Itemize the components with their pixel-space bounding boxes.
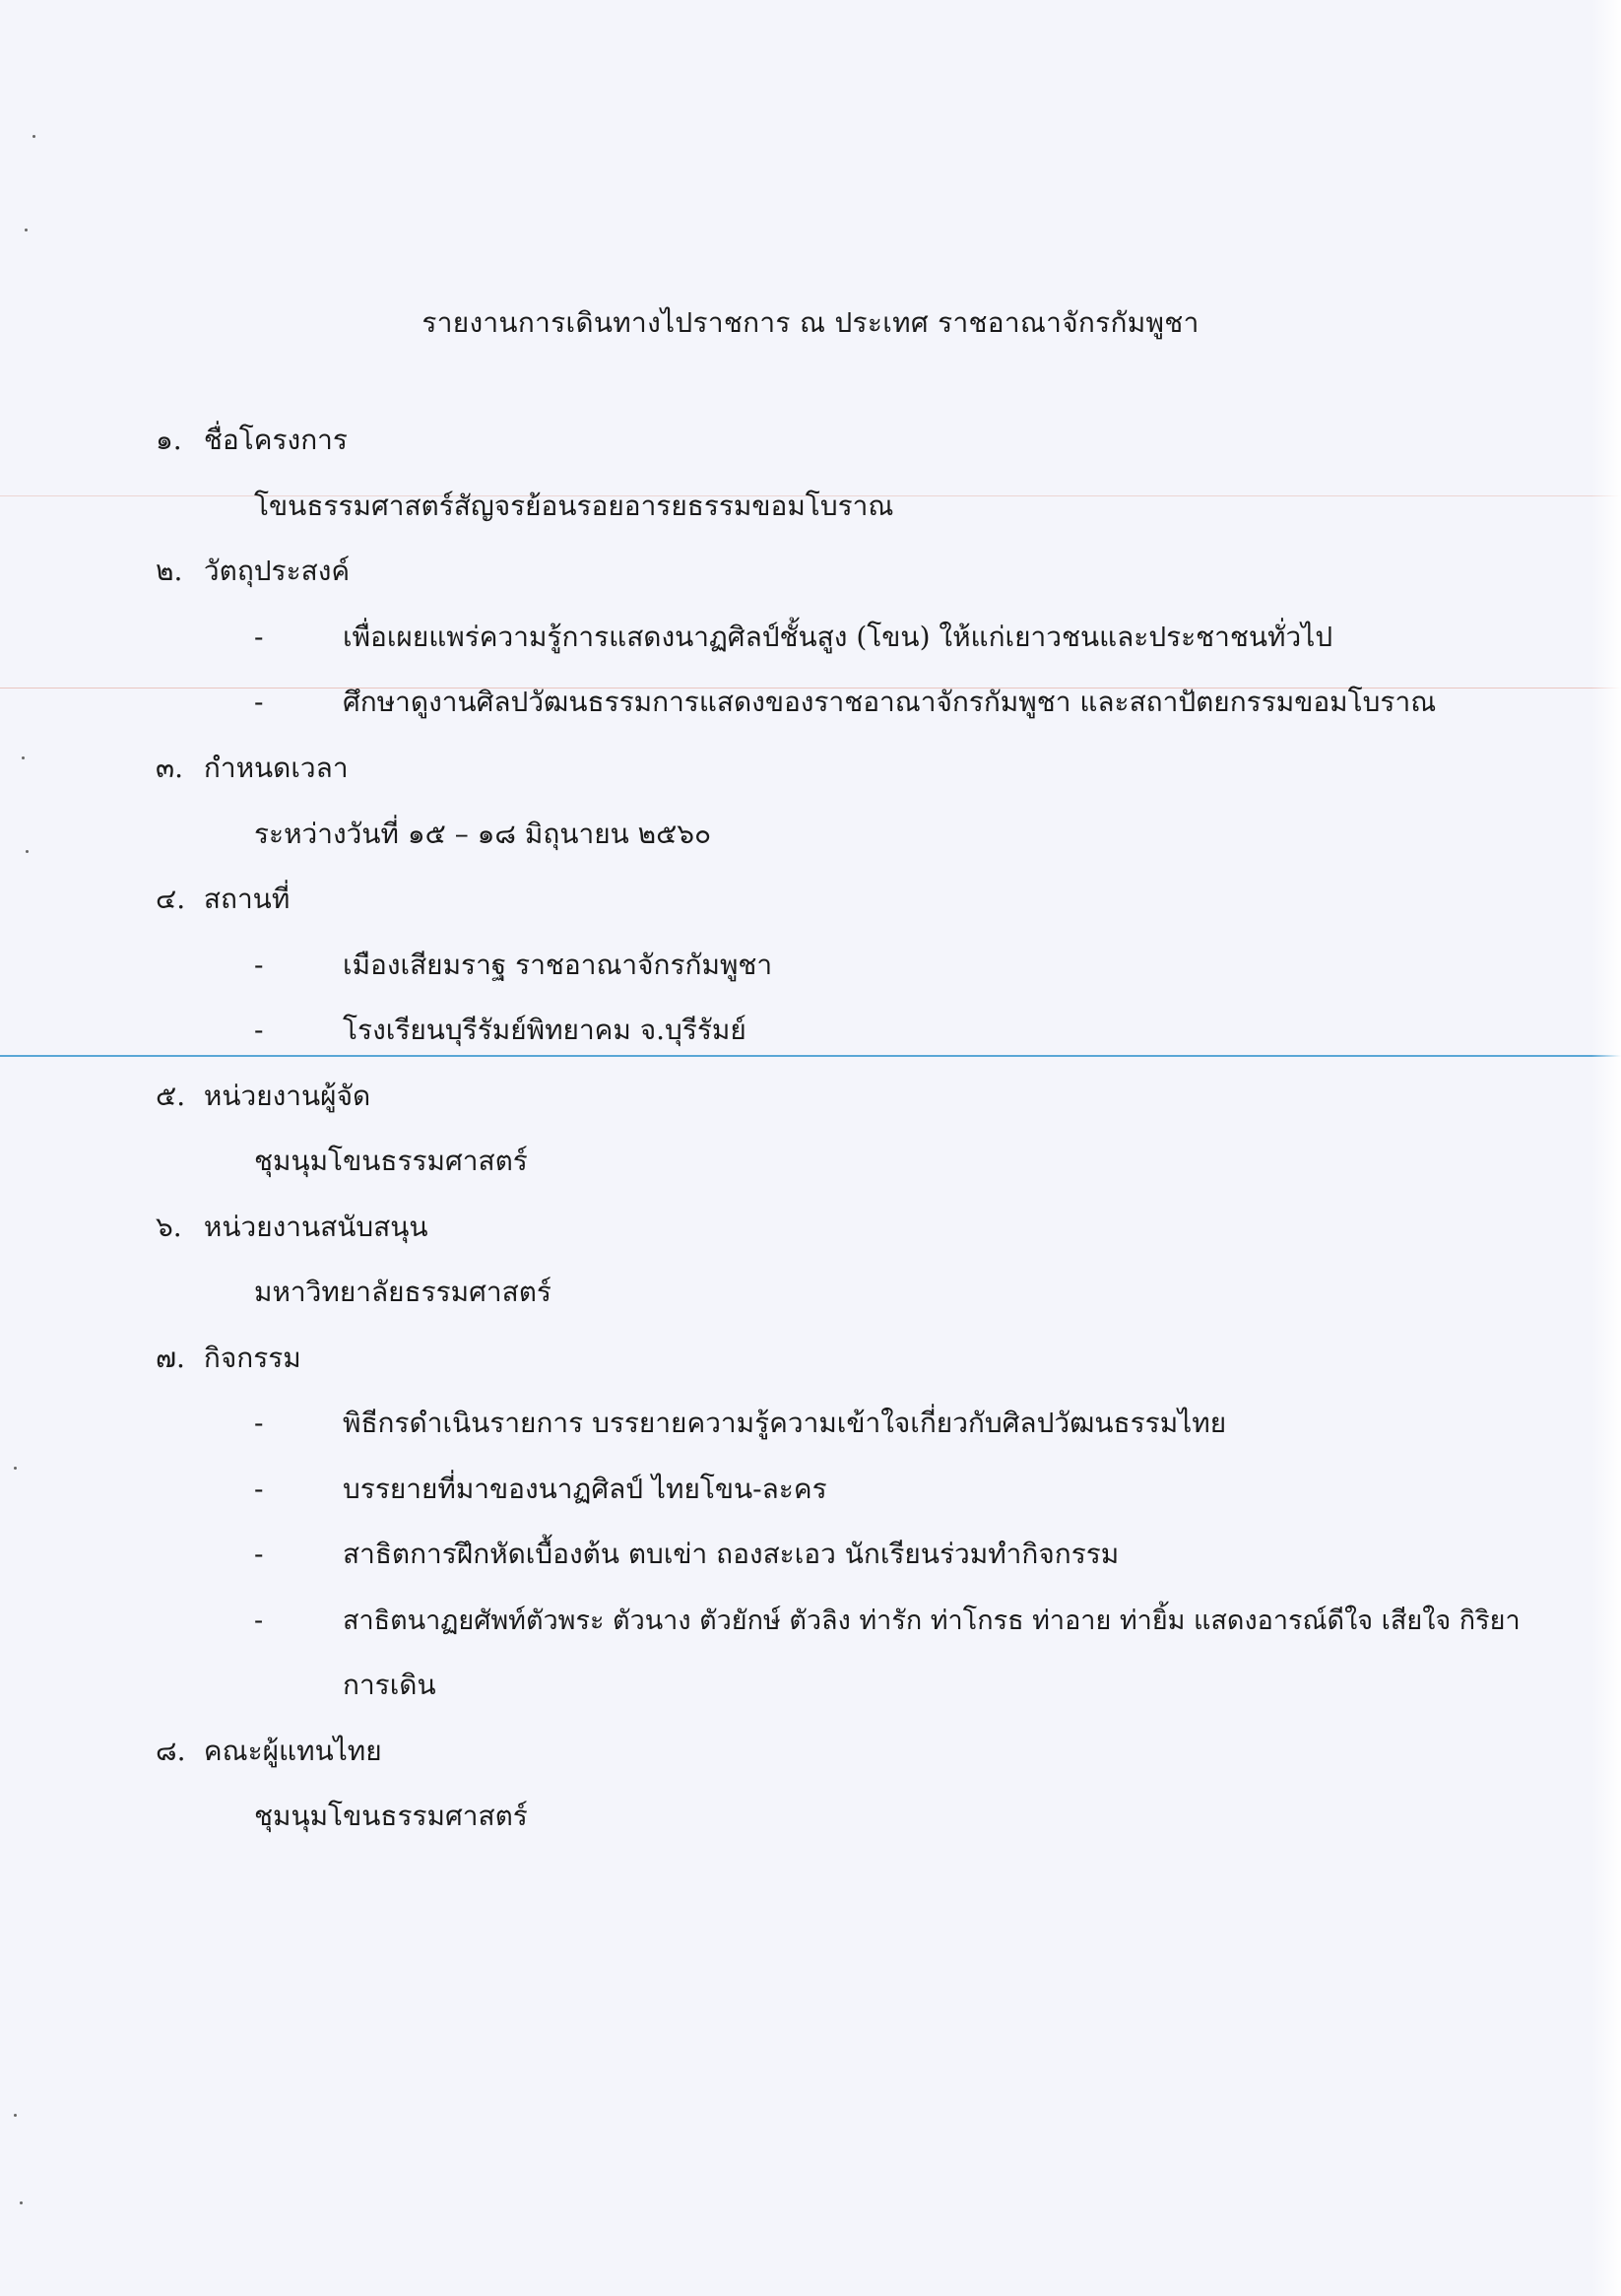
section-title: ชื่อโครงการ <box>203 424 348 456</box>
bullet-item <box>254 1533 1119 1576</box>
section-text: ชุมนุมโขนธรรมศาสตร์ <box>254 1800 528 1832</box>
bullet-dash: - <box>254 1407 264 1439</box>
section-title: หน่วยงานผู้จัด <box>203 1080 371 1112</box>
section-heading <box>156 419 348 462</box>
section-title: สถานที่ <box>203 883 291 915</box>
bullet-text: เพื่อเผยแพร่ความรู้การแสดงนาฏศิลป์ชั้นสูง (โขน) ให้แก่เยาวชนและประชาชนทั่วไป <box>343 621 1333 653</box>
bullet-dash: - <box>254 686 264 718</box>
bullet-text: บรรยายที่มาของนาฏศิลป์ ไทยโขน-ละคร <box>343 1473 827 1505</box>
bullet-dash: - <box>254 621 264 653</box>
section-number: ๑. <box>156 424 182 456</box>
section-title: กิจกรรม <box>203 1342 301 1374</box>
bullet-text: สาธิตการฝึกหัดเบื้องต้น ตบเข่า ถองสะเอว นักเรียนร่วมทำกิจกรรม <box>343 1538 1120 1570</box>
bullet-text: สาธิตนาฏยศัพท์ตัวพระ ตัวนาง ตัวยักษ์ ตัวลิง ท่ารัก ท่าโกรธ ท่าอาย ท่ายิ้ม แสดงอารณ์ดีใจ เสียใจ กิริยา <box>343 1606 1521 1636</box>
bullet-item <box>254 1009 746 1052</box>
section-text: ระหว่างวันที่ ๑๕ – ๑๘ มิถุนายน ๒๕๖๐ <box>254 818 712 850</box>
section-number: ๖. <box>156 1211 182 1243</box>
section-heading <box>156 1075 370 1118</box>
bullet-item <box>254 1468 827 1511</box>
section-heading <box>156 747 349 790</box>
bullet-text: ศึกษาดูงานศิลปวัฒนธรรมการแสดงของราชอาณาจักรกัมพูชา และสถาปัตยกรรมขอมโบราณ <box>343 686 1437 718</box>
section-heading <box>156 1206 428 1249</box>
document-title: รายงานการเดินทางไปราชการ ณ ประเทศ ราชอาณาจักรกัมพูชา <box>421 306 1200 339</box>
scan-edge <box>1591 0 1621 2296</box>
bullet-dash: - <box>254 1014 264 1046</box>
scan-speck <box>26 850 29 853</box>
bullet-dash: - <box>254 1606 264 1636</box>
scan-speck <box>22 756 25 759</box>
section-number: ๕. <box>156 1080 186 1112</box>
bullet-dash: - <box>254 1473 264 1505</box>
section-heading <box>156 1730 382 1773</box>
bullet-text: พิธีกรดำเนินรายการ บรรยายความรู้ความเข้าใจเกี่ยวกับศิลปวัฒนธรรมไทย <box>343 1407 1227 1439</box>
scan-speck <box>25 229 28 231</box>
scan-artifact-line <box>0 1055 1621 1057</box>
bullet-continuation: การเดิน <box>343 1669 436 1701</box>
bullet-text: โรงเรียนบุรีรัมย์พิทยาคม จ.บุรีรัมย์ <box>343 1014 746 1046</box>
section-number: ๒. <box>156 555 183 587</box>
section-heading <box>156 550 350 593</box>
bullet-item <box>254 1599 1521 1641</box>
bullet-item <box>254 616 1332 659</box>
section-number: ๓. <box>156 752 184 784</box>
bullet-dash: - <box>254 1538 264 1570</box>
section-number: ๗. <box>156 1342 185 1374</box>
section-number: ๘. <box>156 1735 186 1767</box>
bullet-item <box>254 944 772 987</box>
scan-speck <box>32 135 35 138</box>
bullet-dash: - <box>254 949 264 981</box>
section-heading <box>156 878 290 921</box>
section-text: มหาวิทยาลัยธรรมศาสตร์ <box>254 1276 551 1308</box>
section-title: คณะผู้แทนไทย <box>203 1735 382 1767</box>
scan-speck <box>20 2201 23 2204</box>
section-title: หน่วยงานสนับสนุน <box>203 1211 428 1243</box>
scan-speck <box>14 2114 17 2117</box>
section-title: วัตถุประสงค์ <box>203 555 351 587</box>
bullet-item <box>254 1402 1226 1445</box>
section-number: ๔. <box>156 883 186 915</box>
scan-speck <box>14 1467 17 1470</box>
bullet-item <box>254 681 1436 724</box>
bullet-text: เมืองเสียมราฐ ราชอาณาจักรกัมพูชา <box>343 949 773 981</box>
section-text: ชุมนุมโขนธรรมศาสตร์ <box>254 1145 528 1177</box>
section-title: กำหนดเวลา <box>203 752 349 784</box>
section-text: โขนธรรมศาสตร์สัญจรย้อนรอยอารยธรรมขอมโบราณ <box>254 490 894 522</box>
section-heading <box>156 1337 301 1380</box>
